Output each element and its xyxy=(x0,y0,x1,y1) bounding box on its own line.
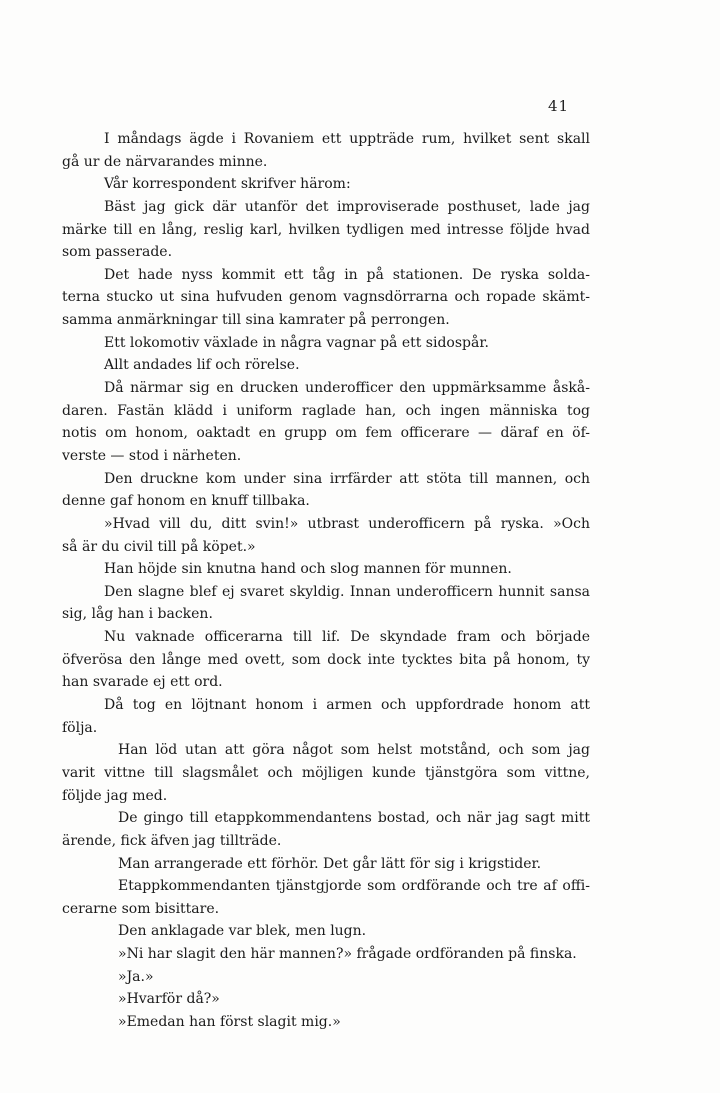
text-line: ärende, fick äfven jag tillträde. xyxy=(62,832,282,849)
text-line: Vår korrespondent skrifver härom: xyxy=(104,176,351,193)
text-line: Den druckne kom under sina irrfärder att stöta till mannen, och xyxy=(104,470,590,487)
text-line: Nu vaknade officerarna till lif. De skyndade fram och började xyxy=(104,629,590,646)
text-line: gå ur de närvarandes minne. xyxy=(62,153,268,170)
text-line: »Hvarför då?» xyxy=(118,991,220,1008)
text-line: »Ja.» xyxy=(118,968,154,985)
text-line: notis om honom, oaktadt en grupp om fem officerare — däraf en öf- xyxy=(62,425,590,442)
text-line: terna stucko ut sina hufvuden genom vagnsdörrarna och ropade skämt- xyxy=(62,289,590,306)
text-line: daren. Fastän klädd i uniform raglade han, och ingen människa tog xyxy=(62,402,590,419)
text-line: denne gaf honom en knuff tillbaka. xyxy=(62,493,310,510)
text-line: märke till en lång, reslig karl, hvilken tydligen med intresse följde hvad xyxy=(62,221,590,238)
text-line: Den anklagade var blek, men lugn. xyxy=(118,923,367,940)
text-line: följa. xyxy=(62,719,98,736)
text-line: Då tog en löjtnant honom i armen och uppfordrade honom att xyxy=(104,697,590,714)
text-line: verste — stod i närheten. xyxy=(62,447,242,464)
text-line: De gingo till etappkommendantens bostad, och när jag sagt mitt xyxy=(118,810,590,827)
text-line: samma anmärkningar till sina kamrater på perrongen. xyxy=(62,312,450,329)
text-line: Etappkommendanten tjänstgjorde som ordförande och tre af offi- xyxy=(118,878,590,895)
text-line: så är du civil till på köpet.» xyxy=(62,538,256,555)
text-line: öfverösa den långe med ovett, som dock inte tycktes bita på honom, ty xyxy=(62,651,590,668)
text-line: som passerade. xyxy=(62,244,173,261)
text-line: sig, låg han i backen. xyxy=(62,606,213,623)
text-line: Han löd utan att göra något som helst motstånd, och som jag xyxy=(118,742,590,759)
text-line: Den slagne blef ej svaret skyldig. Innan underofficern hunnit sansa xyxy=(104,583,590,600)
text-line: Det hade nyss kommit ett tåg in på stationen. De ryska solda- xyxy=(104,266,590,283)
text-line: Han höjde sin knutna hand och slog mannen för munnen. xyxy=(104,561,512,578)
text-line: han svarade ej ett ord. xyxy=(62,674,223,691)
text-line: Bäst jag gick där utanför det improviserade posthuset, lade jag xyxy=(104,198,590,215)
body-text xyxy=(62,128,590,1034)
text-line: »Ni har slagit den här mannen?» frågade ordföranden på finska. xyxy=(118,946,577,963)
page-number: 41 xyxy=(548,97,570,115)
text-line: följde jag med. xyxy=(62,787,168,804)
text-line: Ett lokomotiv växlade in några vagnar på ett sidospår. xyxy=(104,334,489,351)
text-line: Man arrangerade ett förhör. Det går lätt för sig i krigstider. xyxy=(118,855,542,872)
text-line: I måndags ägde i Rovaniem ett uppträde rum, hvilket sent skall xyxy=(104,131,590,147)
text-line: »Emedan han först slagit mig.» xyxy=(118,1013,341,1030)
text-line: cerarne som bisittare. xyxy=(62,900,220,917)
text-line: varit vittne till slagsmålet och möjligen kunde tjänstgöra som vittne, xyxy=(62,764,590,781)
text-line: Allt andades lif och rörelse. xyxy=(104,357,300,374)
text-line: Då närmar sig en drucken underofficer den uppmärksamme åskå- xyxy=(104,380,590,397)
text-line: »Hvad vill du, ditt svin!» utbrast underofficern på ryska. »Och xyxy=(104,515,590,532)
